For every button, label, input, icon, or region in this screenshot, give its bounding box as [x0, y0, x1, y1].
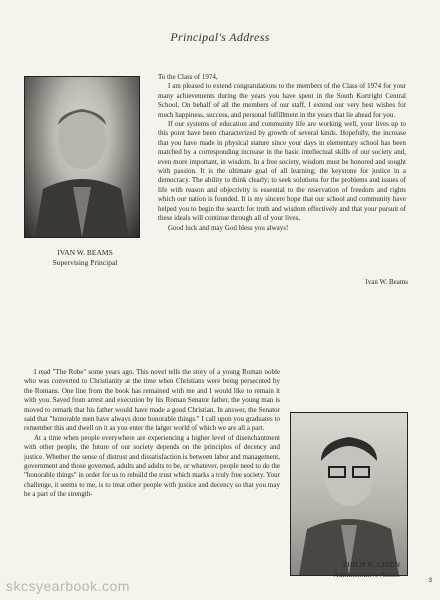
principal-paragraph: If our systems of education and community life are working well, your lives up to this point have been characterized by growth of several kinds. Hopefully, the increase that you have made in physical stature since your days in elementary school has been matched by a corresponding increase in the basic intellectual skills of our society and, even more important, in wisdom. In a free society, wisdom must be honored and sought with passion. It is the ultimate goal of all learning; the keystone for justice in a democracy. The ability to think clearly; to seek solutions for the problems and issues of life with reason and objectivity is essential to the reservation of freedom and rights which our nation is founded. It is my sincere hope that our school and community have helped you to begin the search for truth and wisdom effectively and that your pursuit of these ideals will continue through all of your lives. — [158, 120, 406, 223]
page-number: 3 — [428, 578, 432, 584]
assistant-portrait-icon — [291, 413, 407, 575]
principal-paragraph: Good luck and may God bless you always! — [168, 223, 289, 232]
assistant-paragraph: At a time when people everywhere are experiencing a higher level of disenchantment with other people, the future of our society depends on the principles of decency and justice. Whether the sense of distrust and dissatisfaction is between labor and management, government and those governed, adults and adults to be, or whatever, people need to do the "honorable things" in order for us to rebuild the trust which marks a truly free society. Your challenge, it seems to me, is to treat other people with justice and decency so that you may be a part of the strength- — [24, 433, 280, 499]
assistant-paragraph: I read "The Robe" some years ago. This novel tells the story of a young Roman noble who was converted to Christianity at the time when Christians were being persecuted by the Romans. One line from the book has remained with me and I would like to remain it with you. Saved from arrest and execution by his Roman Senator father, the young man is moved to remark that his father would have made a good Christian. In answer, the Senator said that "honorable men have always done honorable things." I call upon you graduates to remember this and dwell on it as you enter the larger world of which we are all a part. — [24, 368, 280, 433]
assistant-letter — [24, 368, 280, 500]
watermark: skcsyearbook.com — [6, 578, 130, 594]
principal-role: Supervising Principal — [52, 258, 118, 267]
assistant-photo — [290, 412, 408, 576]
principal-letter — [158, 73, 406, 233]
salutation: To the Class of 1974, — [158, 73, 218, 81]
principal-caption — [30, 248, 140, 268]
assistant-caption — [280, 560, 400, 580]
principal-portrait-icon — [25, 77, 139, 237]
assistant-name: PHILIP K. CHIEN — [342, 560, 400, 569]
principal-paragraph: I am pleased to extend congratulations to the members of the Class of 1974 for your many achievements during the years you have spent in the South Kortright Central School. On behalf of all the members of our staff, I extend our very best wishes for much happiness, success, and personal fulfillment in the years that lie ahead for you. — [158, 82, 406, 119]
assistant-role: Administrative Assist. — [333, 570, 400, 579]
page-title: Principal's Address — [170, 30, 270, 44]
principal-signature: Ivan W. Beams — [365, 278, 408, 286]
principal-name: IVAN W. BEAMS — [57, 248, 113, 257]
principal-photo — [24, 76, 140, 238]
